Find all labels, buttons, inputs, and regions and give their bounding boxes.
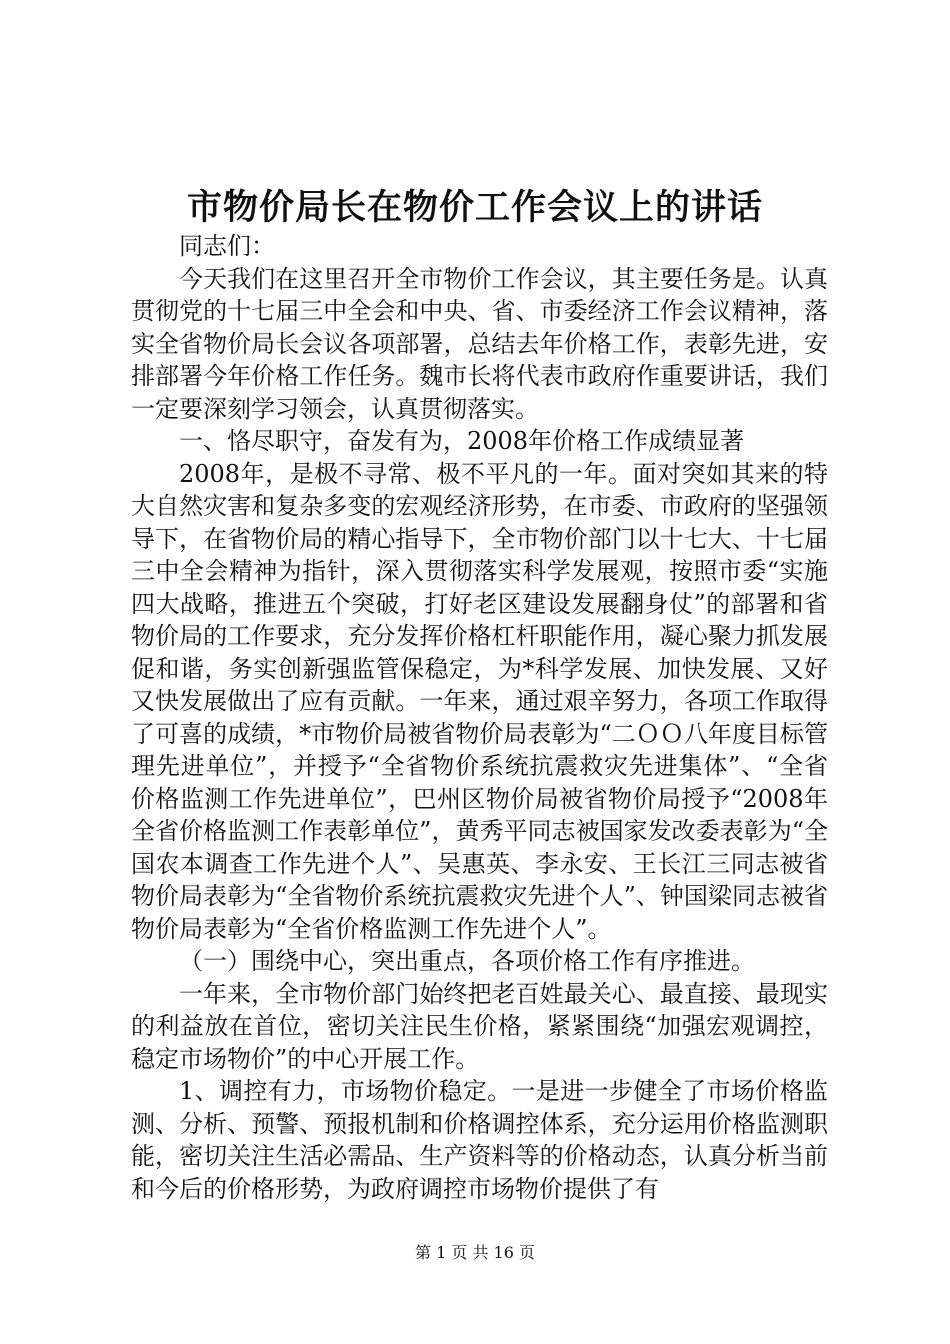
section-heading-1: 一、恪尽职守，奋发有为，2008年价格工作成绩显著	[179, 427, 745, 455]
salutation-paragraph: 同志们：	[179, 232, 275, 260]
body-paragraph: 1、调控有力，市场物价稳定。一是进一步健全了市场价格监测、分析、预警、预报机制和价格调控体系，充分运用价格监测职能，密切关注生活必需品、生产资料等的价格动态，认真分析当前和今后的价格形势，为政府调控市场物价提供了有	[131, 1077, 828, 1203]
document-body	[131, 230, 828, 1205]
intro-paragraph: 今天我们在这里召开全市物价工作会议，其主要任务是。认真贯彻党的十七届三中全会和中央、省、市委经济工作会议精神，落实全省物价局长会议各项部署，总结去年价格工作，表彰先进，安排部署今年价格工作任务。魏市长将代表市政府作重要讲话，我们一定要深刻学习领会，认真贯彻落实。	[131, 264, 828, 423]
page-footer: 第 1 页 共 16 页	[415, 1243, 535, 1262]
document-title: 市物价局长在物价工作会议上的讲话	[186, 187, 763, 228]
subsection-heading-1: （一）围绕中心，突出重点，各项价格工作有序推进。	[179, 947, 755, 975]
body-paragraph: 一年来，全市物价部门始终把老百姓最关心、最直接、最现实的利益放在首位，密切关注民生价格，紧紧围绕“加强宏观调控，稳定市场物价”的中心开展工作。	[131, 979, 828, 1073]
body-paragraph: 2008年，是极不寻常、极不平凡的一年。面对突如其来的特大自然灾害和复杂多变的宏观经济形势，在市委、市政府的坚强领导下，在省物价局的精心指导下，全市物价部门以十七大、十七届三中全会精神为指针，深入贯彻落实科学发展观，按照市委“实施四大战略，推进五个突破，打好老区建设发展翻身仗”的部署和省物价局的工作要求，充分发挥价格杠杆职能作用，凝心聚力抓发展促和谐，务实创新强监管保稳定，为*科学发展、加快发展、又好又快发展做出了应有贡献。一年来，通过艰辛努力，各项工作取得了可喜的成绩，*市物价局被省物价局表彰为“二ＯＯ八年度目标管理先进单位”，并授予“全省物价系统抗震救灾先进集体”、“全省价格监测工作先进单位”，巴州区物价局被省物价局授予“2008年全省价格监测工作表彰单位”，黄秀平同志被国家发改委表彰为“全国农本调查工作先进个人”、吴惠英、李永安、王长江三同志被省物价局表彰为“全省物价系统抗震救灾先进个人”、钟国梁同志被省物价局表彰为“全省价格监测工作先进个人”。	[131, 459, 828, 943]
